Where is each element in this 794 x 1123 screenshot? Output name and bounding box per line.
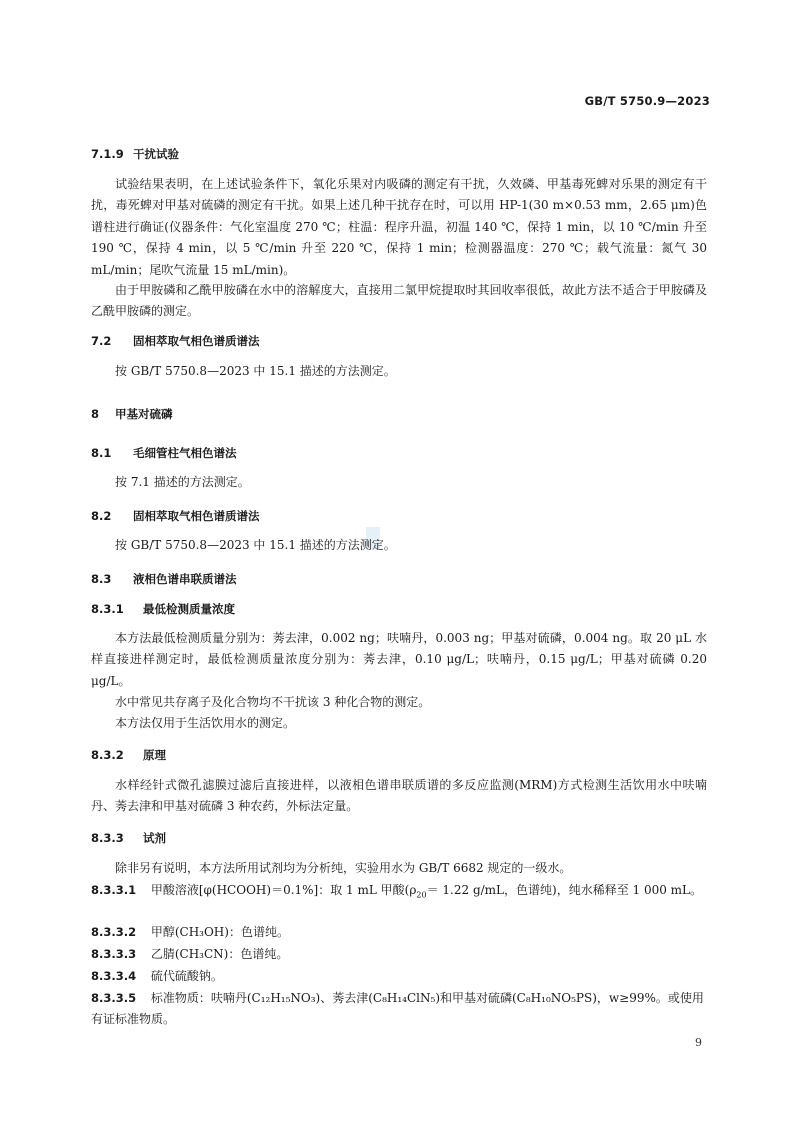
section-number: 8.3: [91, 572, 112, 586]
paragraph-reagents-intro: 除非另有说明，本方法所用试剂均为分析纯，实验用水为 GB/T 6682 规定的一级水。: [115, 861, 572, 875]
paragraph-interference-1: 试验结果表明，在上述试验条件下，氧化乐果对内吸磷的测定有干扰，久效磷、甲基毒死蜱对乐果的测定有干扰，毒死蜱对甲基对硫磷的测定有干扰。如果上述几种干扰存在时，可以用 HP-1(30 m×0.53 mm，2.65 μm)色谱柱进行确证(仪器条件：气化室温度 270 ℃；柱温：程序升温，初温 140 ℃，保持 1 min，以 10 ℃/min 升至 190 ℃，保持 4 min，以 5 ℃/min 升至 220 ℃，保持 1 min；检测器温度：270 ℃；载气流量：氮气 30 mL/min；尾吹气流量 15 mL/min)。: [91, 177, 707, 277]
paragraph-detection-limits: 本方法最低检测质量分别为：莠去津，0.002 ng；呋喃丹，0.003 ng；甲基对硫磷，0.004 ng。取 20 μL 水样直接进样测定时，最低检测质量浓度分别为：莠去津，0.10 μg/L；呋喃丹，0.15 μg/L；甲基对硫磷 0.20 μg/L。: [91, 631, 707, 688]
reagent-item-methanol: [91, 922, 707, 943]
section-heading-8-1: [91, 445, 237, 461]
reagent-number: 8.3.3.3: [91, 947, 137, 961]
section-title: 液相色谱串联质谱法: [133, 572, 237, 586]
section-title: 最低检测质量浓度: [143, 602, 236, 616]
reagent-item-sodium-thiosulfate: [91, 966, 707, 987]
section-number: 8.3.1: [91, 602, 124, 616]
reagent-text-part-b: ＝ 1.22 g/mL，色谱纯)，纯水稀释至 1 000 mL。: [426, 883, 703, 897]
reagent-text: 硫代硫酸钠。: [150, 969, 223, 983]
section-heading-8-3-3: [91, 830, 166, 846]
reagent-number: 8.3.3.1: [91, 883, 137, 897]
section-number: 7.2: [91, 334, 112, 348]
section-heading-8-2: [91, 508, 260, 524]
section-number: 8: [91, 407, 100, 421]
section-title: 原理: [143, 748, 167, 762]
section-title: 甲基对硫磷: [115, 407, 173, 421]
reagent-item-acetonitrile: [91, 944, 707, 965]
section-title: 固相萃取气相色谱质谱法: [133, 334, 260, 348]
paragraph-interference-2: 由于甲胺磷和乙酰甲胺磷在水中的溶解度大，直接用二氯甲烷提取时其回收率很低，故此方法不适合于甲胺磷及乙酰甲胺磷的测定。: [91, 283, 707, 319]
section-heading-7-1-9: [91, 146, 179, 162]
paragraph-interference-ions: 水中常见共存离子及化合物均不干扰该 3 种化合物的测定。: [115, 695, 431, 709]
section-heading-8-3-1: [91, 601, 235, 617]
paragraph-7-2: 按 GB/T 5750.8—2023 中 15.1 描述的方法测定。: [115, 364, 396, 378]
paragraph-scope: 本方法仅用于生活饮用水的测定。: [115, 716, 296, 730]
reagent-text-part-a: 甲酸溶液[φ(HCOOH)＝0.1%]：取 1 mL 甲酸(ρ: [150, 883, 417, 897]
reagent-number: 8.3.3.4: [91, 969, 137, 983]
page-number: 9: [695, 1036, 702, 1049]
reagent-text: 甲醇(CH₃OH)：色谱纯。: [150, 925, 289, 939]
reagent-item-formic-acid: [91, 880, 707, 906]
reagent-text: 乙腈(CH₃CN)：色谱纯。: [150, 947, 289, 961]
section-title: 毛细管柱气相色谱法: [133, 446, 237, 460]
standard-code-header: GB/T 5750.9—2023: [584, 94, 710, 108]
section-number: 7.1.9: [91, 147, 124, 161]
section-title: 试剂: [143, 831, 167, 845]
reagent-number: 8.3.3.2: [91, 925, 137, 939]
section-number: 8.3.2: [91, 748, 124, 762]
section-heading-7-2: [91, 333, 260, 349]
paragraph-8-1: 按 7.1 描述的方法测定。: [115, 475, 250, 489]
section-title: 固相萃取气相色谱质谱法: [133, 509, 260, 523]
section-heading-8: [91, 406, 173, 422]
section-heading-8-3: [91, 571, 237, 587]
section-number: 8.3.3: [91, 831, 124, 845]
paragraph-8-2: 按 GB/T 5750.8—2023 中 15.1 描述的方法测定。: [115, 538, 396, 552]
reagent-item-standards: [91, 988, 707, 1031]
section-number: 8.2: [91, 509, 112, 523]
reagent-text: 标准物质：呋喃丹(C₁₂H₁₅NO₃)、莠去津(C₈H₁₄ClN₅)和甲基对硫磷(C₈H₁₀NO₅PS)，w≥99%。或使用有证标准物质。: [91, 991, 704, 1027]
paragraph-principle: 水样经针式微孔滤膜过滤后直接进样，以液相色谱串联质谱的多反应监测(MRM)方式检测生活饮用水中呋喃丹、莠去津和甲基对硫磷 3 种农药，外标法定量。: [91, 778, 707, 814]
section-heading-8-3-2: [91, 747, 166, 763]
section-number: 8.1: [91, 446, 112, 460]
section-title: 干扰试验: [133, 147, 180, 161]
reagent-text-subscript: 20: [416, 890, 427, 900]
reagent-number: 8.3.3.5: [91, 991, 137, 1005]
